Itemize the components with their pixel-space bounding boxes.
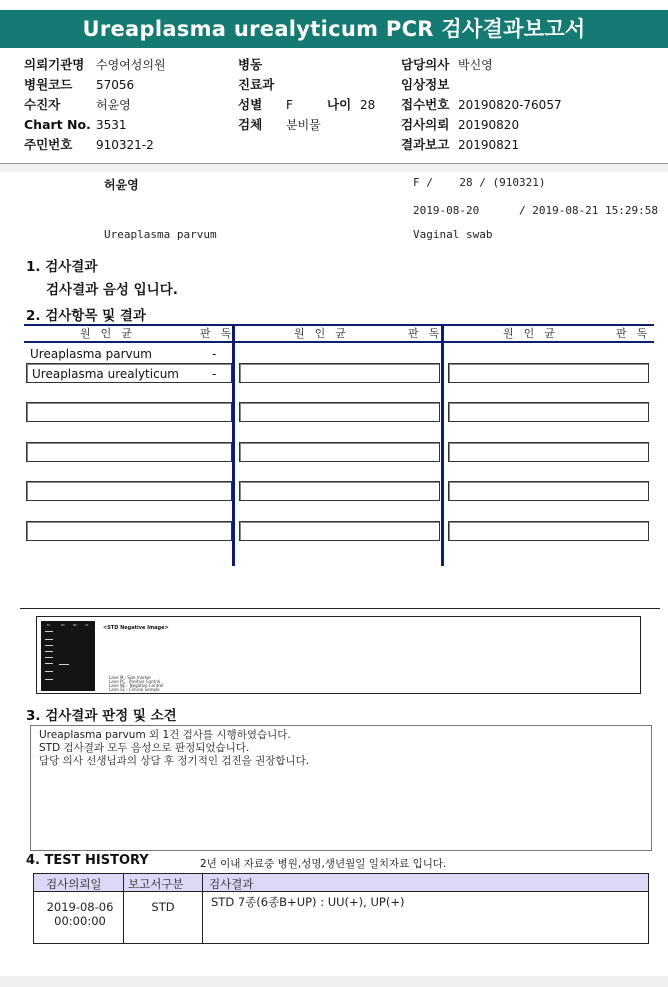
gel-band bbox=[45, 639, 53, 640]
history-header-result: 검사결과 bbox=[209, 877, 254, 891]
value-hospital: 수영여성의원 bbox=[96, 58, 166, 72]
label-age: 나이 bbox=[327, 97, 352, 112]
value-report-date: 20190821 bbox=[458, 138, 520, 152]
result-cell bbox=[239, 363, 440, 383]
patient-organism: Ureaplasma parvum bbox=[104, 228, 217, 241]
result-cell bbox=[26, 521, 232, 541]
col-header-pathogen-3: 원인균 bbox=[503, 327, 565, 340]
opinion-line-1: Ureaplasma parvum 외 1건 검사를 시행하였습니다. bbox=[39, 729, 291, 741]
label-department: 진료과 bbox=[238, 77, 275, 92]
history-result: STD 7종(6종B+UP) : UU(+), UP(+) bbox=[211, 895, 405, 909]
opinion-line-3: 담당 의사 선생님과의 상담 후 정기적인 검진을 권장합니다. bbox=[39, 755, 310, 767]
lane-label-pc: PC bbox=[61, 623, 65, 627]
label-sex: 성별 bbox=[238, 97, 263, 112]
value-chart-no: 3531 bbox=[96, 118, 127, 132]
header-column-3 bbox=[401, 55, 562, 155]
footer-shade bbox=[0, 976, 668, 987]
result-name-1: Ureaplasma parvum bbox=[30, 347, 152, 361]
gel-image-frame bbox=[36, 616, 641, 694]
gel-band bbox=[59, 664, 69, 665]
result-cell bbox=[26, 481, 232, 501]
history-header-date: 검사의뢰일 bbox=[46, 877, 102, 891]
header-column-2 bbox=[238, 55, 375, 135]
result-cell bbox=[26, 402, 232, 422]
result-cell bbox=[239, 521, 440, 541]
label-clinical-info: 임상정보 bbox=[401, 77, 450, 92]
grid-column-separator-1 bbox=[232, 324, 235, 566]
label-doctor: 담당의사 bbox=[401, 57, 450, 72]
value-specimen: 분비물 bbox=[286, 118, 321, 132]
label-report-date: 결과보고 bbox=[401, 137, 450, 152]
result-value-1: - bbox=[212, 347, 217, 361]
label-specimen: 검체 bbox=[238, 117, 263, 132]
col-header-pathogen-2: 원인균 bbox=[294, 327, 356, 340]
label-request-date: 검사의뢰 bbox=[401, 117, 450, 132]
history-column-divider bbox=[123, 874, 124, 943]
value-sex: F bbox=[286, 98, 293, 112]
result-cell bbox=[448, 521, 649, 541]
gel-legend-4: Lane S1 : Clinical Sample bbox=[109, 687, 160, 692]
history-column-divider bbox=[202, 874, 203, 943]
value-receipt-no: 20190820-76057 bbox=[458, 98, 562, 112]
label-ward: 병동 bbox=[238, 57, 263, 72]
label-patient: 수진자 bbox=[24, 97, 61, 112]
result-cell bbox=[448, 481, 649, 501]
lane-label-m: M bbox=[47, 623, 50, 627]
history-table bbox=[33, 873, 649, 944]
label-resident-no: 주민번호 bbox=[24, 137, 73, 152]
history-header-type: 보고서구분 bbox=[128, 877, 184, 891]
result-cell bbox=[448, 402, 649, 422]
gel-band bbox=[45, 631, 53, 632]
patient-name: 허윤영 bbox=[104, 178, 139, 192]
section4-title: 4. TEST HISTORY bbox=[26, 853, 149, 868]
gel-band bbox=[45, 663, 53, 664]
history-date: 2019-08-06 bbox=[46, 900, 114, 914]
value-resident-no: 910321-2 bbox=[96, 138, 154, 152]
value-age: 28 bbox=[360, 98, 376, 112]
history-note: 2년 이내 자료중 병원,성명,생년월일 일치자료 입니다. bbox=[200, 858, 447, 870]
result-cell bbox=[26, 442, 232, 462]
result-cell bbox=[239, 402, 440, 422]
result-cell bbox=[448, 442, 649, 462]
gel-band bbox=[45, 679, 53, 680]
col-header-result-2: 판독 bbox=[408, 327, 450, 340]
gel-band bbox=[45, 657, 53, 658]
result-cell bbox=[448, 363, 649, 383]
result-value-2: - bbox=[212, 367, 217, 381]
result-name-2: Ureaplasma urealyticum bbox=[32, 367, 179, 381]
value-doctor: 박신영 bbox=[458, 58, 493, 72]
gel-legend-3: Lane NC : Negative Control bbox=[109, 683, 164, 688]
col-header-result-1: 판독 bbox=[200, 327, 242, 340]
opinion-box bbox=[30, 725, 652, 851]
gel-band bbox=[45, 671, 53, 672]
opinion-line-2: STD 검사결과 모두 음성으로 판정되었습니다. bbox=[39, 742, 250, 754]
history-header-row bbox=[34, 874, 648, 892]
gel-band bbox=[45, 651, 53, 652]
section3-title: 3. 검사결과 판정 및 소견 bbox=[26, 708, 177, 724]
history-time: 00:00:00 bbox=[54, 914, 106, 928]
col-header-pathogen-1: 원인균 bbox=[80, 327, 142, 340]
patient-specimen: Vaginal swab bbox=[413, 228, 493, 241]
patient-sex-age: F / 28 / (910321) bbox=[413, 176, 546, 189]
lane-label-s1: S1 bbox=[85, 623, 89, 627]
section1-title: 1. 검사결과 bbox=[26, 259, 98, 275]
label-hospital: 의뢰기관명 bbox=[24, 57, 85, 72]
label-hospital-code: 병원코드 bbox=[24, 77, 73, 92]
label-receipt-no: 접수번호 bbox=[401, 97, 450, 112]
result-cell bbox=[239, 442, 440, 462]
grid-column-separator-2 bbox=[441, 324, 444, 566]
gel-legend-2: Lane PC : Positive Control bbox=[109, 679, 161, 684]
patient-dates: 2019-08-20 / 2019-08-21 15:29:58 bbox=[413, 204, 659, 217]
value-patient: 허윤영 bbox=[96, 98, 131, 112]
history-type: STD bbox=[151, 900, 175, 914]
report-title: Ureaplasma urealyticum PCR 검사결과보고서 bbox=[0, 10, 668, 48]
gel-band bbox=[45, 645, 53, 646]
section2-title: 2. 검사항목 및 결과 bbox=[26, 308, 146, 324]
header-shade bbox=[0, 164, 668, 172]
col-header-result-3: 판독 bbox=[616, 327, 658, 340]
result-cell bbox=[239, 481, 440, 501]
value-request-date: 20190820 bbox=[458, 118, 520, 132]
gel-image-caption: <STD Negative Image> bbox=[103, 625, 169, 631]
value-hospital-code: 57056 bbox=[96, 78, 135, 92]
grid-header-bottom-line bbox=[24, 341, 654, 343]
section1-result: 검사결과 음성 입니다. bbox=[46, 282, 178, 298]
label-chart-no: Chart No. bbox=[24, 117, 91, 132]
gel-image bbox=[41, 621, 95, 691]
gel-legend-1: Lane M : Size marker bbox=[109, 675, 152, 680]
lane-label-nc: NC bbox=[73, 623, 78, 627]
header-column-1 bbox=[24, 55, 166, 155]
section-divider bbox=[20, 608, 660, 609]
